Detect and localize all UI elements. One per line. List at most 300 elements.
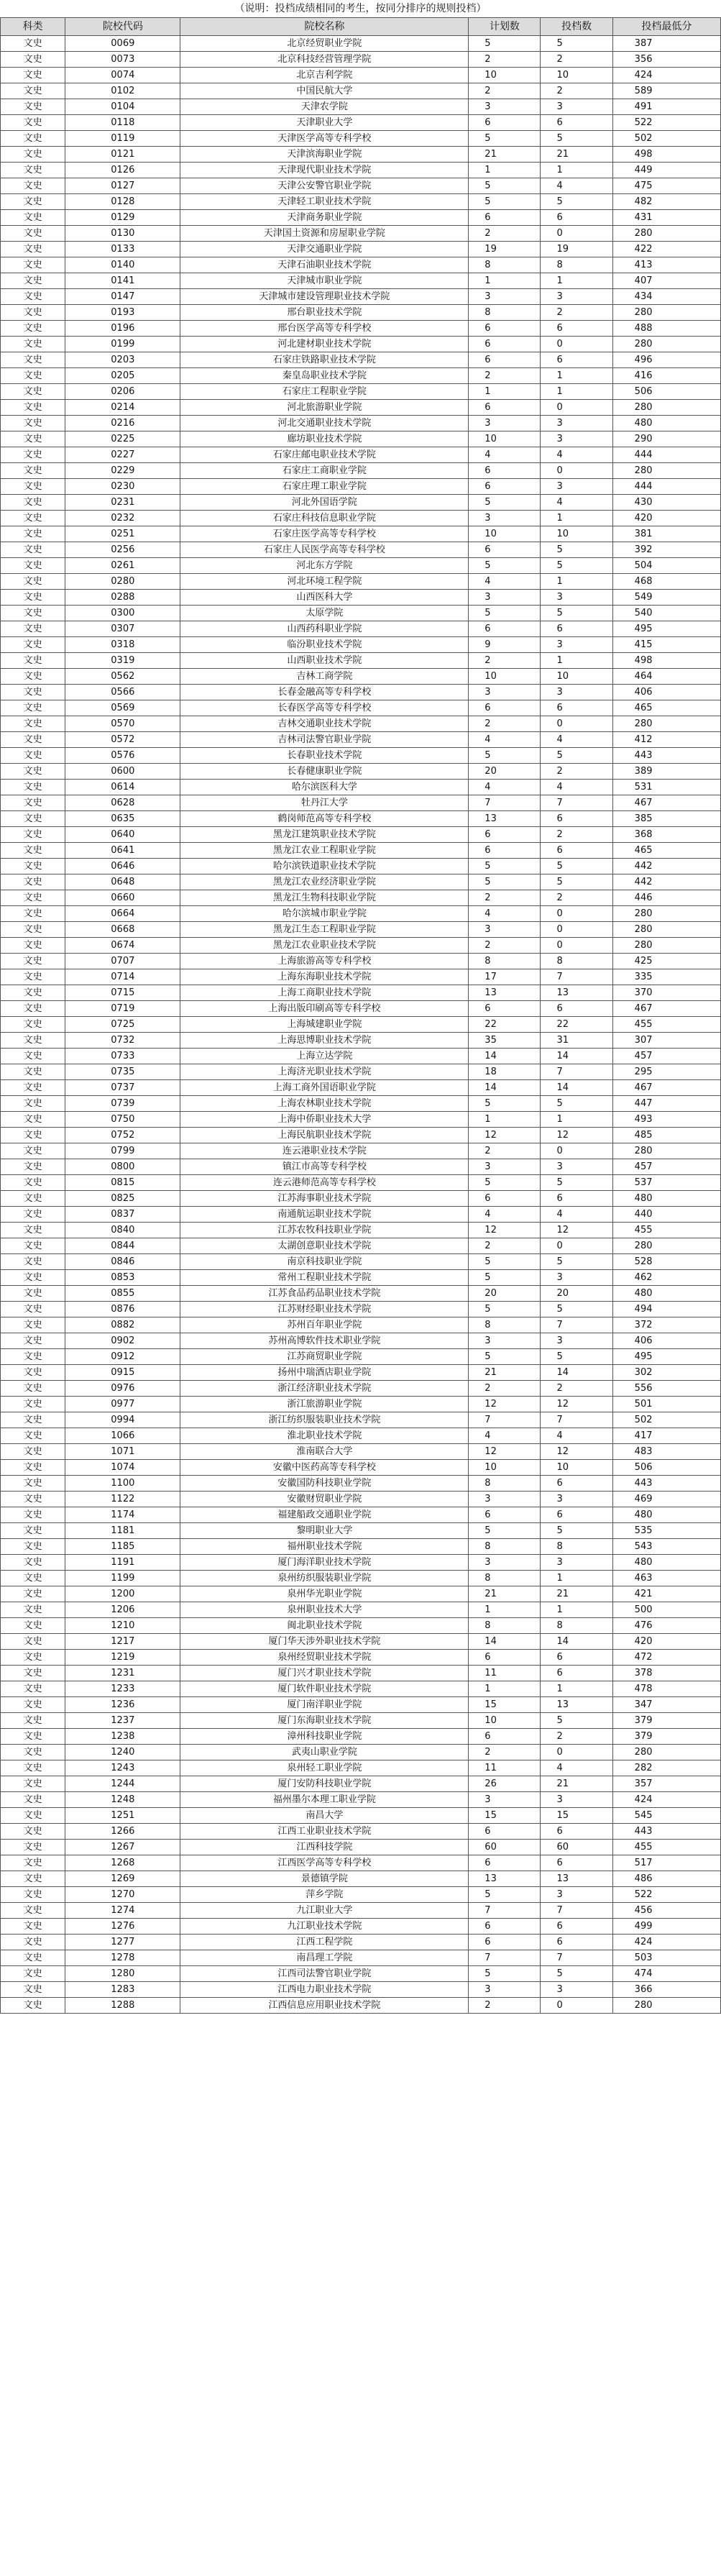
cell-school-name: 北京吉利学院 (180, 68, 469, 83)
cell-admitted-count: 0 (541, 1998, 612, 2014)
cell-category: 文史 (1, 811, 65, 827)
cell-plan-count: 5 (469, 131, 541, 147)
cell-admitted-count: 7 (541, 1064, 612, 1080)
cell-school-code: 0261 (65, 558, 180, 574)
cell-school-code: 0230 (65, 479, 180, 495)
cell-school-code: 0614 (65, 780, 180, 795)
cell-min-score: 468 (612, 574, 720, 590)
cell-plan-count: 1 (469, 1112, 541, 1128)
table-row (1, 1381, 721, 1397)
cell-school-name: 石家庄人民医学高等专科学校 (180, 542, 469, 558)
cell-min-score: 280 (612, 1998, 720, 2014)
cell-admitted-count: 3 (541, 1159, 612, 1175)
table-row (1, 590, 721, 606)
cell-category: 文史 (1, 1523, 65, 1539)
cell-admitted-count: 3 (541, 685, 612, 700)
cell-min-score: 522 (612, 1887, 720, 1903)
cell-plan-count: 14 (469, 1080, 541, 1096)
table-row (1, 1349, 721, 1365)
table-row (1, 716, 721, 732)
table-row (1, 321, 721, 337)
cell-admitted-count: 3 (541, 1333, 612, 1349)
table-row (1, 1175, 721, 1191)
cell-school-code: 1231 (65, 1666, 180, 1681)
cell-plan-count: 1 (469, 1602, 541, 1618)
cell-school-code: 1200 (65, 1586, 180, 1602)
cell-school-name: 南通航运职业技术学院 (180, 1207, 469, 1223)
cell-min-score: 480 (612, 1555, 720, 1571)
cell-school-code: 0140 (65, 257, 180, 273)
cell-plan-count: 3 (469, 1555, 541, 1571)
cell-school-name: 江西电力职业技术学院 (180, 1982, 469, 1998)
cell-school-code: 0133 (65, 242, 180, 257)
cell-admitted-count: 3 (541, 1270, 612, 1286)
cell-category: 文史 (1, 1507, 65, 1523)
cell-school-code: 1276 (65, 1919, 180, 1935)
cell-min-score: 517 (612, 1855, 720, 1871)
cell-school-code: 0129 (65, 210, 180, 226)
cell-min-score: 446 (612, 890, 720, 906)
cell-school-code: 0739 (65, 1096, 180, 1112)
cell-school-code: 0660 (65, 890, 180, 906)
cell-plan-count: 6 (469, 843, 541, 859)
cell-min-score: 556 (612, 1381, 720, 1397)
cell-min-score: 537 (612, 1175, 720, 1191)
cell-category: 文史 (1, 178, 65, 194)
cell-school-name: 江西医学高等专科学校 (180, 1855, 469, 1871)
cell-plan-count: 6 (469, 700, 541, 716)
cell-plan-count: 6 (469, 827, 541, 843)
cell-plan-count: 5 (469, 36, 541, 52)
cell-admitted-count: 6 (541, 1666, 612, 1681)
cell-category: 文史 (1, 685, 65, 700)
table-row (1, 1080, 721, 1096)
cell-school-name: 秦皇岛职业技术学院 (180, 368, 469, 384)
cell-min-score: 449 (612, 163, 720, 178)
table-row (1, 1207, 721, 1223)
cell-plan-count: 5 (469, 1887, 541, 1903)
table-row (1, 1745, 721, 1760)
cell-school-name: 上海济光职业技术学院 (180, 1064, 469, 1080)
cell-admitted-count: 2 (541, 52, 612, 68)
cell-plan-count: 5 (469, 1270, 541, 1286)
table-row (1, 1444, 721, 1460)
table-row (1, 1017, 721, 1033)
cell-school-code: 0127 (65, 178, 180, 194)
cell-school-name: 苏州百年职业学院 (180, 1317, 469, 1333)
cell-school-code: 0715 (65, 985, 180, 1001)
cell-plan-count: 6 (469, 542, 541, 558)
cell-admitted-count: 12 (541, 1397, 612, 1412)
cell-min-score: 420 (612, 1634, 720, 1650)
cell-school-code: 0735 (65, 1064, 180, 1080)
cell-school-name: 太原学院 (180, 606, 469, 621)
cell-min-score: 385 (612, 811, 720, 827)
cell-category: 文史 (1, 669, 65, 685)
cell-category: 文史 (1, 479, 65, 495)
cell-admitted-count: 0 (541, 1238, 612, 1254)
table-row (1, 859, 721, 874)
cell-school-name: 安徽财贸职业学院 (180, 1492, 469, 1507)
cell-admitted-count: 10 (541, 1460, 612, 1476)
cell-admitted-count: 22 (541, 1017, 612, 1033)
cell-school-code: 0853 (65, 1270, 180, 1286)
cell-school-name: 石家庄理工职业学院 (180, 479, 469, 495)
cell-min-score: 280 (612, 1745, 720, 1760)
cell-min-score: 347 (612, 1697, 720, 1713)
cell-min-score: 424 (612, 1792, 720, 1808)
cell-min-score: 381 (612, 526, 720, 542)
table-row (1, 1159, 721, 1175)
cell-category: 文史 (1, 1381, 65, 1397)
cell-school-code: 1288 (65, 1998, 180, 2014)
cell-min-score: 422 (612, 242, 720, 257)
cell-school-code: 1199 (65, 1571, 180, 1586)
table-row (1, 1223, 721, 1238)
table-row (1, 1143, 721, 1159)
cell-min-score: 495 (612, 621, 720, 637)
cell-admitted-count: 1 (541, 384, 612, 400)
table-row (1, 273, 721, 289)
cell-plan-count: 6 (469, 1507, 541, 1523)
cell-plan-count: 14 (469, 1634, 541, 1650)
cell-category: 文史 (1, 163, 65, 178)
cell-min-score: 480 (612, 1191, 720, 1207)
cell-category: 文史 (1, 1871, 65, 1887)
cell-plan-count: 5 (469, 859, 541, 874)
cell-category: 文史 (1, 1792, 65, 1808)
cell-school-code: 1270 (65, 1887, 180, 1903)
cell-plan-count: 7 (469, 1950, 541, 1966)
cell-school-code: 0733 (65, 1049, 180, 1064)
cell-plan-count: 4 (469, 447, 541, 463)
cell-admitted-count: 10 (541, 669, 612, 685)
cell-school-code: 0307 (65, 621, 180, 637)
cell-school-code: 0319 (65, 653, 180, 669)
cell-school-name: 厦门华天涉外职业技术学院 (180, 1634, 469, 1650)
table-row (1, 700, 721, 716)
cell-school-code: 0232 (65, 511, 180, 526)
cell-min-score: 467 (612, 1001, 720, 1017)
cell-admitted-count: 0 (541, 1745, 612, 1760)
cell-plan-count: 8 (469, 305, 541, 321)
cell-plan-count: 3 (469, 1982, 541, 1998)
cell-admitted-count: 6 (541, 115, 612, 131)
cell-school-code: 0280 (65, 574, 180, 590)
cell-admitted-count: 20 (541, 1286, 612, 1302)
cell-school-name: 苏州高博软件技术职业学院 (180, 1333, 469, 1349)
cell-category: 文史 (1, 1998, 65, 2014)
cell-school-code: 0318 (65, 637, 180, 653)
cell-plan-count: 21 (469, 1586, 541, 1602)
table-row (1, 1191, 721, 1207)
cell-plan-count: 5 (469, 748, 541, 764)
cell-school-name: 江西司法警官职业学院 (180, 1966, 469, 1982)
table-row (1, 431, 721, 447)
cell-admitted-count: 5 (541, 606, 612, 621)
cell-school-name: 哈尔滨城市职业学院 (180, 906, 469, 922)
cell-category: 文史 (1, 621, 65, 637)
cell-school-code: 1066 (65, 1428, 180, 1444)
table-row (1, 653, 721, 669)
cell-category: 文史 (1, 906, 65, 922)
cell-school-name: 北京科技经营管理学院 (180, 52, 469, 68)
cell-min-score: 412 (612, 732, 720, 748)
table-row (1, 1966, 721, 1982)
table-row (1, 811, 721, 827)
cell-min-score: 280 (612, 922, 720, 938)
cell-admitted-count: 8 (541, 1539, 612, 1555)
cell-category: 文史 (1, 1903, 65, 1919)
cell-plan-count: 5 (469, 495, 541, 511)
cell-admitted-count: 3 (541, 289, 612, 305)
cell-category: 文史 (1, 938, 65, 954)
cell-min-score: 443 (612, 1824, 720, 1840)
cell-school-code: 0566 (65, 685, 180, 700)
cell-min-score: 280 (612, 400, 720, 416)
table-row (1, 1634, 721, 1650)
cell-school-code: 0074 (65, 68, 180, 83)
table-row (1, 368, 721, 384)
cell-school-name: 天津商务职业学院 (180, 210, 469, 226)
cell-school-name: 泉州轻工职业学院 (180, 1760, 469, 1776)
cell-category: 文史 (1, 1650, 65, 1666)
cell-admitted-count: 4 (541, 1207, 612, 1223)
col-header-category: 科类 (1, 18, 65, 36)
cell-school-code: 1277 (65, 1935, 180, 1950)
cell-category: 文史 (1, 954, 65, 969)
cell-school-name: 闽北职业技术学院 (180, 1618, 469, 1634)
table-row (1, 906, 721, 922)
table-row (1, 1602, 721, 1618)
cell-school-code: 0674 (65, 938, 180, 954)
table-row (1, 764, 721, 780)
table-row (1, 1666, 721, 1681)
cell-plan-count: 5 (469, 1349, 541, 1365)
cell-school-code: 0600 (65, 764, 180, 780)
cell-school-name: 厦门兴才职业技术学院 (180, 1666, 469, 1681)
cell-school-name: 安徽中医药高等专科学校 (180, 1460, 469, 1476)
cell-school-code: 0855 (65, 1286, 180, 1302)
cell-school-code: 0994 (65, 1412, 180, 1428)
cell-school-name: 上海立达学院 (180, 1049, 469, 1064)
cell-school-name: 福州职业技术学院 (180, 1539, 469, 1555)
cell-plan-count: 18 (469, 1064, 541, 1080)
cell-min-score: 420 (612, 511, 720, 526)
cell-admitted-count: 5 (541, 1175, 612, 1191)
cell-admitted-count: 13 (541, 985, 612, 1001)
cell-school-code: 0846 (65, 1254, 180, 1270)
cell-category: 文史 (1, 368, 65, 384)
cell-min-score: 502 (612, 131, 720, 147)
cell-school-name: 黑龙江生态工程职业学院 (180, 922, 469, 938)
cell-admitted-count: 0 (541, 226, 612, 242)
cell-plan-count: 7 (469, 1903, 541, 1919)
table-row (1, 1302, 721, 1317)
cell-plan-count: 12 (469, 1128, 541, 1143)
cell-admitted-count: 6 (541, 1650, 612, 1666)
cell-admitted-count: 8 (541, 1618, 612, 1634)
cell-min-score: 407 (612, 273, 720, 289)
cell-plan-count: 6 (469, 210, 541, 226)
cell-school-code: 1174 (65, 1507, 180, 1523)
cell-min-score: 442 (612, 859, 720, 874)
cell-category: 文史 (1, 653, 65, 669)
table-row (1, 1254, 721, 1270)
cell-plan-count: 3 (469, 1333, 541, 1349)
cell-admitted-count: 1 (541, 163, 612, 178)
cell-category: 文史 (1, 83, 65, 99)
cell-category: 文史 (1, 68, 65, 83)
cell-category: 文史 (1, 1950, 65, 1966)
cell-category: 文史 (1, 447, 65, 463)
cell-plan-count: 2 (469, 226, 541, 242)
cell-category: 文史 (1, 1001, 65, 1017)
cell-school-code: 1233 (65, 1681, 180, 1697)
cell-school-code: 0752 (65, 1128, 180, 1143)
cell-plan-count: 6 (469, 1855, 541, 1871)
cell-admitted-count: 6 (541, 1476, 612, 1492)
cell-min-score: 467 (612, 795, 720, 811)
cell-school-code: 0256 (65, 542, 180, 558)
cell-admitted-count: 21 (541, 1586, 612, 1602)
table-row (1, 337, 721, 352)
cell-admitted-count: 5 (541, 542, 612, 558)
table-row (1, 178, 721, 194)
table-row (1, 1935, 721, 1950)
cell-admitted-count: 5 (541, 131, 612, 147)
cell-min-score: 280 (612, 1238, 720, 1254)
cell-plan-count: 1 (469, 384, 541, 400)
cell-plan-count: 7 (469, 795, 541, 811)
cell-school-name: 上海民航职业技术学院 (180, 1128, 469, 1143)
table-row (1, 1618, 721, 1634)
cell-school-code: 0562 (65, 669, 180, 685)
cell-school-name: 临汾职业技术学院 (180, 637, 469, 653)
table-row (1, 685, 721, 700)
table-row (1, 827, 721, 843)
table-row (1, 621, 721, 637)
cell-plan-count: 6 (469, 1935, 541, 1950)
cell-school-code: 1248 (65, 1792, 180, 1808)
cell-admitted-count: 10 (541, 526, 612, 542)
cell-category: 文史 (1, 780, 65, 795)
cell-category: 文史 (1, 874, 65, 890)
cell-admitted-count: 12 (541, 1128, 612, 1143)
table-row (1, 131, 721, 147)
cell-min-score: 502 (612, 1412, 720, 1428)
table-row (1, 1998, 721, 2014)
cell-admitted-count: 2 (541, 890, 612, 906)
cell-category: 文史 (1, 1776, 65, 1792)
cell-plan-count: 8 (469, 954, 541, 969)
cell-min-score: 280 (612, 716, 720, 732)
cell-school-code: 0628 (65, 795, 180, 811)
cell-plan-count: 2 (469, 1998, 541, 2014)
cell-school-code: 0102 (65, 83, 180, 99)
cell-plan-count: 11 (469, 1760, 541, 1776)
cell-school-name: 厦门安防科技职业学院 (180, 1776, 469, 1792)
cell-school-name: 黑龙江农业经济职业学院 (180, 874, 469, 890)
cell-plan-count: 6 (469, 1650, 541, 1666)
cell-admitted-count: 3 (541, 479, 612, 495)
cell-plan-count: 8 (469, 1571, 541, 1586)
cell-category: 文史 (1, 321, 65, 337)
cell-admitted-count: 6 (541, 1191, 612, 1207)
cell-category: 文史 (1, 1745, 65, 1760)
cell-school-name: 山西医科大学 (180, 590, 469, 606)
cell-school-name: 泉州纺织服装职业学院 (180, 1571, 469, 1586)
table-row (1, 574, 721, 590)
cell-category: 文史 (1, 1855, 65, 1871)
cell-school-name: 江苏食品药品职业技术学院 (180, 1286, 469, 1302)
cell-admitted-count: 1 (541, 1571, 612, 1586)
cell-min-score: 465 (612, 700, 720, 716)
cell-school-name: 黑龙江农业工程职业学院 (180, 843, 469, 859)
cell-category: 文史 (1, 1555, 65, 1571)
cell-school-name: 厦门东海职业技术学院 (180, 1713, 469, 1729)
cell-admitted-count: 0 (541, 716, 612, 732)
cell-min-score: 421 (612, 1586, 720, 1602)
table-row (1, 1855, 721, 1871)
cell-school-code: 0976 (65, 1381, 180, 1397)
cell-plan-count: 1 (469, 273, 541, 289)
cell-plan-count: 2 (469, 716, 541, 732)
col-header-admitted-count: 投档数 (541, 18, 612, 36)
cell-school-code: 1283 (65, 1982, 180, 1998)
table-row (1, 1238, 721, 1254)
cell-plan-count: 5 (469, 1254, 541, 1270)
cell-category: 文史 (1, 273, 65, 289)
cell-plan-count: 5 (469, 606, 541, 621)
table-row (1, 1112, 721, 1128)
cell-category: 文史 (1, 1966, 65, 1982)
cell-min-score: 443 (612, 1476, 720, 1492)
cell-category: 文史 (1, 1824, 65, 1840)
cell-school-name: 天津交通职业学院 (180, 242, 469, 257)
cell-school-name: 天津公安警官职业学院 (180, 178, 469, 194)
cell-school-code: 0725 (65, 1017, 180, 1033)
cell-plan-count: 9 (469, 637, 541, 653)
cell-admitted-count: 7 (541, 1903, 612, 1919)
table-row (1, 558, 721, 574)
cell-school-code: 0714 (65, 969, 180, 985)
cell-category: 文史 (1, 1049, 65, 1064)
table-row (1, 890, 721, 906)
cell-school-name: 河北外国语学院 (180, 495, 469, 511)
cell-category: 文史 (1, 1270, 65, 1286)
cell-plan-count: 5 (469, 558, 541, 574)
table-row (1, 748, 721, 764)
cell-category: 文史 (1, 606, 65, 621)
cell-school-code: 0118 (65, 115, 180, 131)
cell-min-score: 447 (612, 1096, 720, 1112)
cell-school-code: 0800 (65, 1159, 180, 1175)
cell-plan-count: 5 (469, 1302, 541, 1317)
cell-category: 文史 (1, 1460, 65, 1476)
cell-school-name: 长春职业技术学院 (180, 748, 469, 764)
cell-school-code: 0073 (65, 52, 180, 68)
cell-school-name: 上海城建职业学院 (180, 1017, 469, 1033)
table-row (1, 1096, 721, 1112)
cell-school-code: 0635 (65, 811, 180, 827)
cell-category: 文史 (1, 1254, 65, 1270)
cell-min-score: 392 (612, 542, 720, 558)
cell-school-code: 0641 (65, 843, 180, 859)
cell-school-name: 哈尔滨医科大学 (180, 780, 469, 795)
cell-min-score: 389 (612, 764, 720, 780)
cell-plan-count: 2 (469, 368, 541, 384)
